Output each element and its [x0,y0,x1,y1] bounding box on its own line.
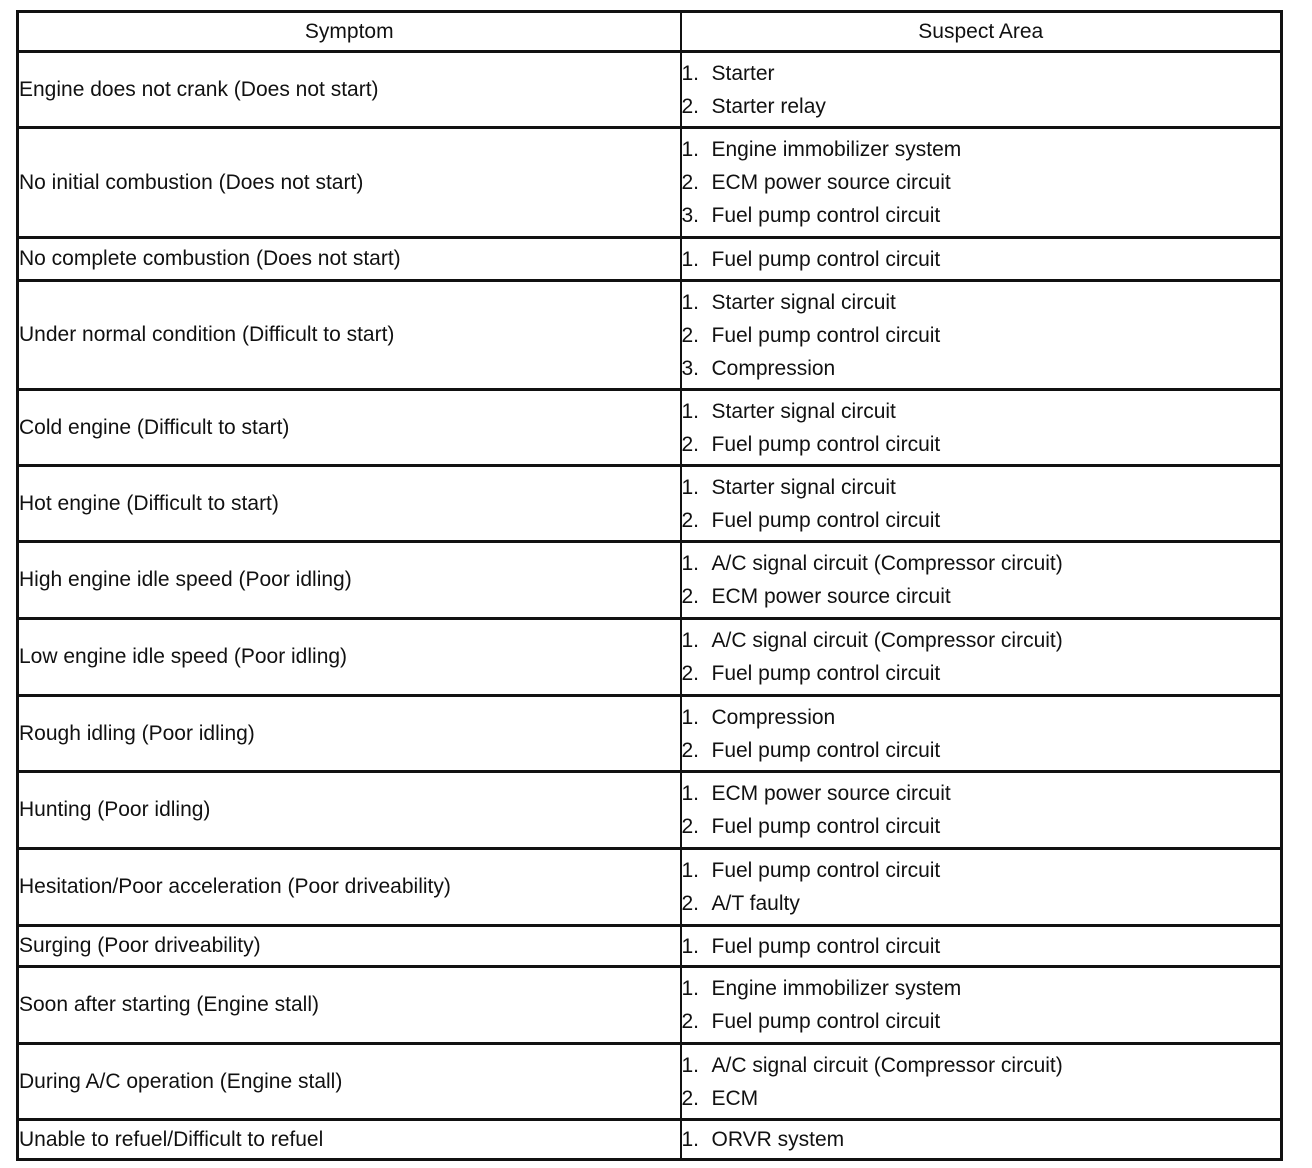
suspect-area-text: Starter [711,61,775,85]
suspect-area-text: ECM power source circuit [711,171,951,194]
symptom-cell: Under normal condition (Difficult to start) [18,281,681,390]
suspect-area-number: 1. [681,552,700,575]
suspect-area-text: Fuel pump control circuit [711,738,941,762]
suspect-area-item [682,471,1281,504]
table-body [18,52,1282,1160]
suspect-area-text: Starter signal circuit [711,399,896,423]
table-row [18,128,1282,238]
suspect-area-item [682,166,1281,199]
suspect-area-number: 1. [681,629,700,652]
suspect-area-number: 2. [681,662,700,685]
suspect-area-item [682,972,1281,1005]
suspect-area-cell [681,619,1282,696]
suspect-area-text: Compression [711,705,836,729]
suspect-area-item [682,319,1281,352]
suspect-area-item [682,352,1281,385]
suspect-area-cell [681,281,1282,390]
suspect-area-item [682,930,1281,963]
suspect-area-column-header: Suspect Area [681,12,1282,52]
suspect-area-cell [681,849,1282,926]
suspect-area-text: Fuel pump control circuit [711,247,941,271]
table-row [18,466,1282,542]
suspect-area-cell [681,128,1282,238]
suspect-area-number: 2. [681,432,700,456]
suspect-area-item [682,624,1281,657]
suspect-area-number: 1. [681,859,700,882]
symptom-cell: Cold engine (Difficult to start) [18,390,681,466]
suspect-area-item [682,580,1281,613]
suspect-area-cell [681,466,1282,542]
table-row [18,238,1282,281]
suspect-area-cell [681,52,1282,128]
suspect-area-number: 2. [681,1086,700,1110]
suspect-area-text: A/C signal circuit (Compressor circuit) [711,629,1063,652]
suspect-area-cell [681,1120,1282,1160]
suspect-area-item [682,777,1281,810]
suspect-area-item [682,243,1281,276]
suspect-area-item [682,887,1281,920]
suspect-area-number: 1. [681,1128,700,1151]
suspect-area-item [682,1123,1281,1156]
suspect-area-item [682,57,1281,90]
suspect-area-item [682,1005,1281,1038]
table-row [18,967,1282,1044]
suspect-area-item [682,657,1281,690]
suspect-area-text: Engine immobilizer system [711,138,962,161]
symptom-cell: No complete combustion (Does not start) [18,238,681,281]
table-row [18,542,1282,619]
suspect-area-number: 1. [681,247,700,271]
suspect-area-text: Starter signal circuit [711,475,896,499]
suspect-area-item [682,199,1281,232]
suspect-area-text: Fuel pump control circuit [711,323,941,347]
table-row [18,849,1282,926]
suspect-area-number: 2. [681,1010,700,1033]
suspect-area-number: 2. [681,323,700,347]
suspect-area-text: A/C signal circuit (Compressor circuit) [711,1053,1063,1077]
suspect-area-text: A/T faulty [711,892,800,915]
table-row [18,390,1282,466]
suspect-area-text: ECM [711,1086,759,1110]
symptom-cell: Hunting (Poor idling) [18,772,681,849]
suspect-area-item [682,504,1281,537]
suspect-area-number: 1. [681,705,700,729]
suspect-area-item [682,547,1281,580]
suspect-area-item [682,1049,1281,1082]
suspect-area-item [682,133,1281,166]
suspect-area-item [682,428,1281,461]
symptom-cell: Engine does not crank (Does not start) [18,52,681,128]
symptom-cell: Rough idling (Poor idling) [18,696,681,772]
suspect-area-text: Engine immobilizer system [711,977,962,1000]
suspect-area-number: 2. [681,94,700,118]
suspect-area-cell [681,696,1282,772]
suspect-area-cell [681,926,1282,967]
table-row [18,696,1282,772]
suspect-area-number: 2. [681,508,700,532]
symptom-cell: Hot engine (Difficult to start) [18,466,681,542]
suspect-area-text: ORVR system [711,1128,845,1151]
suspect-area-cell [681,542,1282,619]
suspect-area-text: Starter relay [711,94,826,118]
table-row [18,926,1282,967]
suspect-area-number: 1. [681,399,700,423]
suspect-area-text: Fuel pump control circuit [711,508,941,532]
table-row [18,281,1282,390]
suspect-area-text: A/C signal circuit (Compressor circuit) [711,552,1063,575]
suspect-area-item [682,810,1281,843]
symptom-cell: Surging (Poor driveability) [18,926,681,967]
suspect-area-text: Fuel pump control circuit [711,859,941,882]
suspect-area-text: Fuel pump control circuit [711,934,941,958]
symptom-cell: Soon after starting (Engine stall) [18,967,681,1044]
suspect-area-cell [681,772,1282,849]
suspect-area-item [682,854,1281,887]
suspect-area-item [682,90,1281,123]
suspect-area-item [682,734,1281,767]
suspect-area-number: 2. [681,585,700,608]
symptom-cell: High engine idle speed (Poor idling) [18,542,681,619]
table-row [18,619,1282,696]
suspect-area-cell [681,1044,1282,1120]
symptom-cell: Hesitation/Poor acceleration (Poor driveability) [18,849,681,926]
suspect-area-cell [681,238,1282,281]
suspect-area-text: ECM power source circuit [711,585,951,608]
table-row [18,1120,1282,1160]
suspect-area-number: 2. [681,815,700,838]
table-row [18,772,1282,849]
suspect-area-text: Starter signal circuit [711,290,896,314]
suspect-area-text: Fuel pump control circuit [711,204,941,227]
symptom-cell: Low engine idle speed (Poor idling) [18,619,681,696]
suspect-area-text: Fuel pump control circuit [711,432,941,456]
suspect-area-number: 1. [681,290,700,314]
symptom-table [16,10,1283,1161]
suspect-area-text: Fuel pump control circuit [711,662,941,685]
suspect-area-number: 1. [681,138,700,161]
suspect-area-number: 1. [681,782,700,805]
suspect-area-text: Compression [711,356,836,380]
table-header-row [18,12,1282,52]
suspect-area-item [682,701,1281,734]
suspect-area-number: 1. [681,934,700,958]
suspect-area-text: Fuel pump control circuit [711,1010,941,1033]
suspect-area-text: ECM power source circuit [711,782,951,805]
suspect-area-text: Fuel pump control circuit [711,815,941,838]
suspect-area-item [682,395,1281,428]
suspect-area-number: 3. [681,204,700,227]
symptom-cell: During A/C operation (Engine stall) [18,1044,681,1120]
suspect-area-number: 1. [681,475,700,499]
table-row [18,52,1282,128]
suspect-area-number: 1. [681,61,700,85]
suspect-area-item [682,286,1281,319]
symptom-cell: No initial combustion (Does not start) [18,128,681,238]
suspect-area-number: 1. [681,1053,700,1077]
suspect-area-number: 2. [681,892,700,915]
suspect-area-cell [681,390,1282,466]
suspect-area-item [682,1082,1281,1115]
suspect-area-number: 2. [681,171,700,194]
suspect-area-cell [681,967,1282,1044]
suspect-area-number: 3. [681,356,700,380]
symptom-column-header: Symptom [18,12,681,52]
suspect-area-number: 1. [681,977,700,1000]
table-row [18,1044,1282,1120]
symptom-cell: Unable to refuel/Difficult to refuel [18,1120,681,1160]
suspect-area-number: 2. [681,738,700,762]
